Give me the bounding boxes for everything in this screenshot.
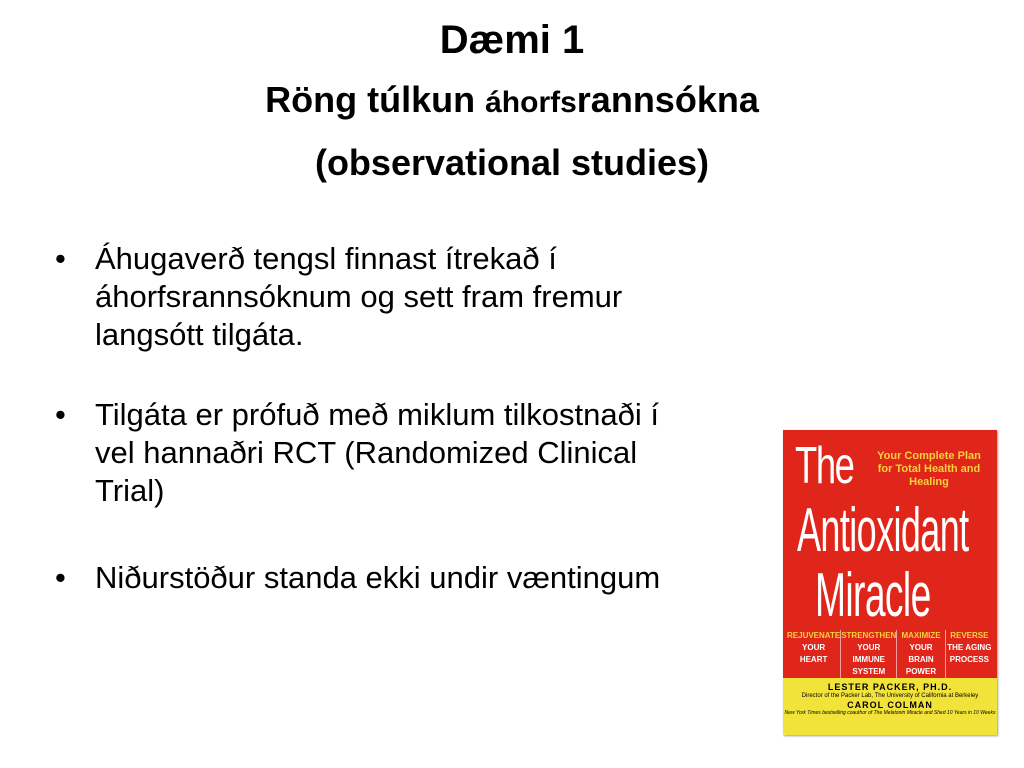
bullet-text: Tilgáta er prófuð með miklum tilkostnaði í vel hannaðri RCT (Randomized Clinical Trial)	[95, 397, 659, 508]
title-line-1: Dæmi 1	[439, 18, 585, 62]
title-line-2	[0, 70, 1024, 133]
book-feature	[946, 630, 993, 678]
book-author-band	[783, 678, 997, 735]
bullet-glyph: •	[55, 241, 66, 276]
book-title-miracle: Miracle	[815, 561, 931, 630]
bullet-item	[55, 240, 695, 354]
book-feature-line: YOUR IMMUNE	[852, 643, 885, 664]
book-author-1-affiliation: Director of the Packer Lab, The University of California at Berkeley	[801, 693, 979, 699]
book-cover-image	[783, 430, 997, 735]
slide-title	[0, 10, 1024, 193]
bullet-glyph: •	[55, 397, 66, 432]
book-title-antioxidant: Antioxidant	[797, 496, 969, 565]
book-feature-head: REJUVENATE	[787, 631, 841, 640]
book-feature-head: MAXIMIZE	[901, 631, 941, 640]
book-feature-line: SYSTEM	[852, 667, 886, 676]
book-feature-head: STRENGTHEN	[841, 631, 897, 640]
book-feature-head: REVERSE	[950, 631, 989, 640]
title-line-2-part-3: rannsókna	[576, 79, 759, 120]
book-feature-line: THE AGING	[947, 643, 992, 652]
book-feature-line: POWER	[905, 667, 937, 676]
book-feature-line: YOUR	[802, 643, 826, 652]
bullet-item	[55, 552, 695, 604]
book-feature-line: HEART	[799, 655, 828, 664]
book-features	[787, 630, 993, 678]
bullet-text: Niðurstöður standa ekki undir væntingum	[95, 560, 661, 595]
book-feature-line: YOUR BRAIN	[908, 643, 934, 664]
book-author-2: CAROL COLMAN	[847, 700, 933, 710]
book-author-1: LESTER PACKER, PH.D.	[827, 682, 953, 692]
bullet-list	[55, 240, 695, 604]
book-feature	[841, 630, 897, 678]
bullet-glyph: •	[55, 560, 66, 595]
title-line-3: (observational studies)	[314, 142, 710, 183]
book-title-the: The	[795, 437, 854, 495]
bullet-text: Áhugaverð tengsl finnast ítrekað í áhorfsrannsóknum og sett fram fremur langsótt tilgáta.	[95, 241, 623, 352]
book-author-2-affiliation: New York Times bestselling coauthor of The Melatonin Miracle and Shed 10 Years in 10 Weeks	[784, 710, 996, 716]
book-feature-line: PROCESS	[949, 655, 989, 664]
title-line-2-part-2: áhorfs	[485, 86, 577, 119]
book-feature	[897, 630, 945, 678]
book-tagline: Your Complete Plan for Total Health and Healing	[877, 450, 981, 488]
title-line-2-part-1: Röng túlkun	[265, 79, 486, 120]
bullet-item	[55, 396, 695, 510]
book-feature	[787, 630, 841, 678]
